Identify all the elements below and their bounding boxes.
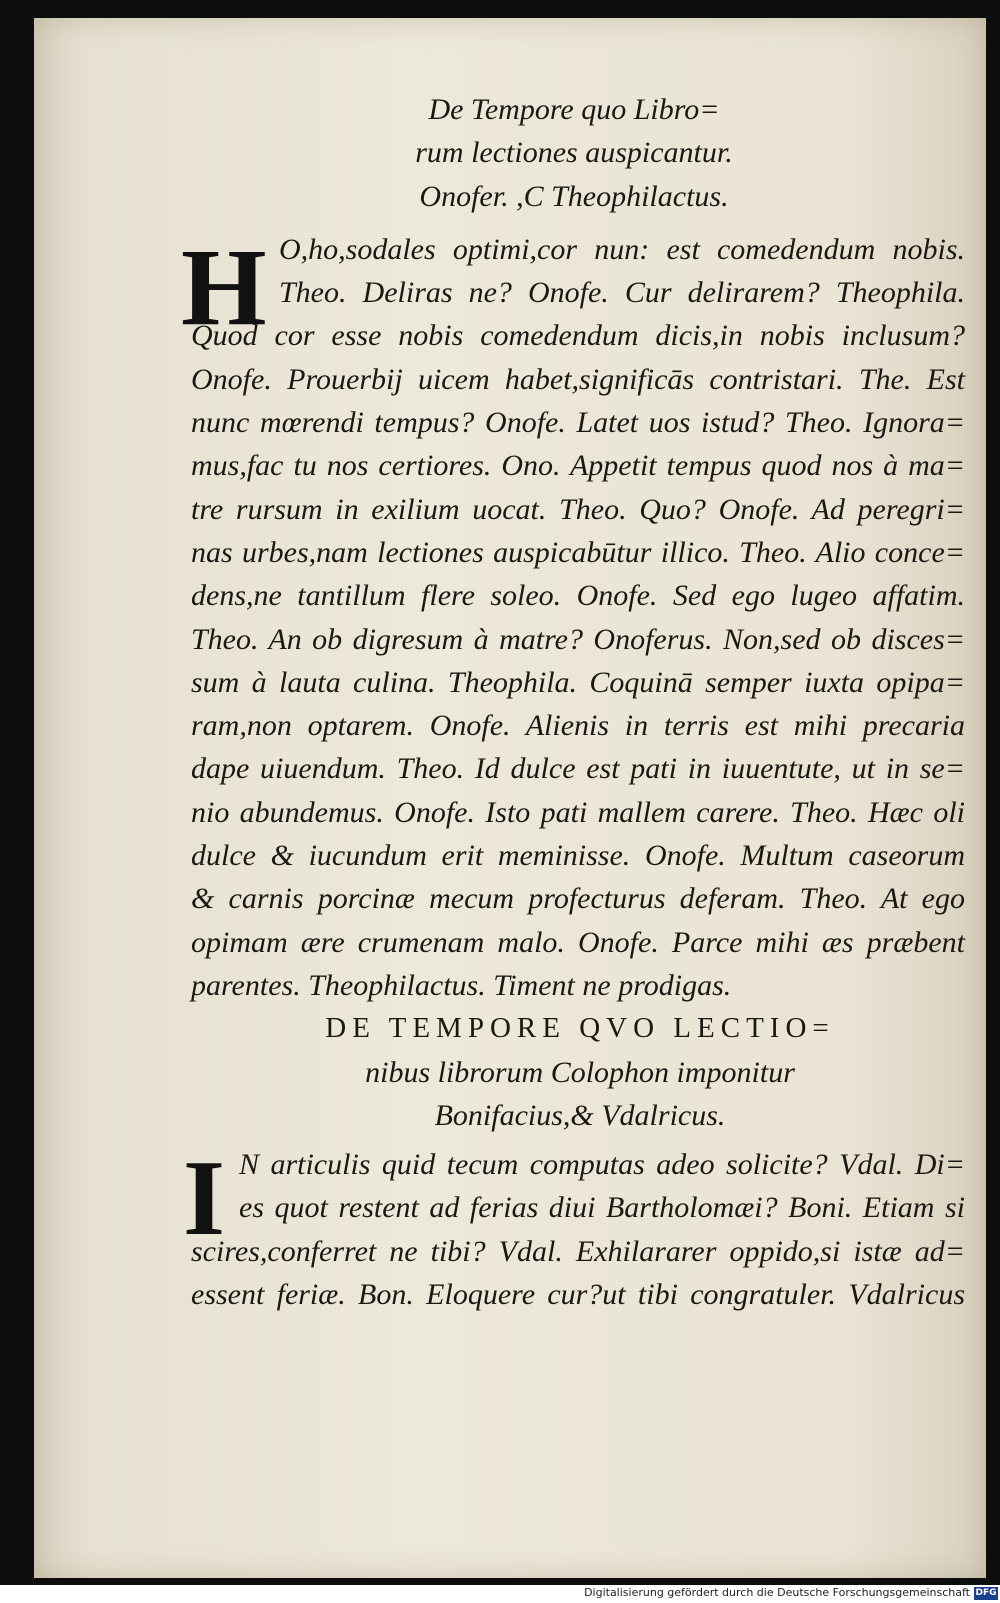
text-line: dens,ne tantillum flere soleo. Onofe. Sed ego lugeo affatim. xyxy=(191,579,965,613)
funding-credit: Digitalisierung gefördert durch die Deutsche Forschungsgemeinschaft xyxy=(584,1586,970,1599)
text-line: dulce & iucundum erit meminisse. Onofe. Multum caseorum xyxy=(191,839,965,873)
text-line: O,ho,sodales optimi,cor nun: est comedendum nobis. xyxy=(279,232,965,266)
text-line: mus,fac tu nos certiores. Ono. Appetit tempus quod nos à ma= xyxy=(191,449,965,483)
text-line: Theo. Deliras ne? Onofe. Cur delirarem? Theophila. xyxy=(279,276,965,310)
heading-line: Onofer. ,C Theophilactus. xyxy=(419,179,729,213)
dfg-logo: DFG xyxy=(975,1588,997,1598)
text-line: & carnis porcinæ mecum profecturus deferam. Theo. At ego xyxy=(191,882,965,916)
text-line: es quot restent ad ferias diui Bartholomæi? Boni. Etiam si xyxy=(239,1191,965,1225)
text-line: dape uiuendum. Theo. Id dulce est pati in iuuentute, ut in se= xyxy=(191,752,965,786)
text-line: tre rursum in exilium uocat. Theo. Quo? Onofe. Ad peregri= xyxy=(191,492,965,526)
heading-line: nibus librorum Colophon imponitur xyxy=(365,1055,795,1089)
text-line: Quod cor esse nobis comedendum dicis,in nobis inclusum? xyxy=(191,319,965,353)
heading-line: rum lectiones auspicantur. xyxy=(415,136,733,170)
page-text xyxy=(181,88,965,1316)
dialogue-paragraph-1 xyxy=(181,225,965,1007)
text-line: Theo. An ob digresum à matre? Onoferus. Non,sed ob disces= xyxy=(191,622,965,656)
dialogue-heading-2 xyxy=(195,1007,965,1137)
text-line: sum à lauta culina. Theophila. Coquinā semper iuxta opipa= xyxy=(191,665,965,699)
text-line: parentes. Theophilactus. Timent ne prodigas. xyxy=(191,968,732,1002)
drop-cap-initial: I xyxy=(183,1139,226,1259)
dialogue-paragraph-2 xyxy=(183,1139,965,1316)
heading-caps-line: DE TEMPORE QVO LECTIO= xyxy=(325,1012,835,1045)
text-line: ram,non optarem. Onofe. Alienis in terris est mihi precaria xyxy=(191,709,965,743)
text-line: N articulis quid tecum computas adeo solicite? Vdal. Di= xyxy=(239,1148,965,1182)
text-line: opimam ære crumenam malo. Onofe. Parce mihi æs præbent xyxy=(191,925,965,959)
drop-cap-initial: H xyxy=(181,225,267,348)
text-line: essent feriæ. Bon. Eloquere cur?ut tibi congratuler. Vdalricus xyxy=(191,1278,965,1312)
text-line: nas urbes,nam lectiones auspicabūtur illico. Theo. Alio conce= xyxy=(191,535,965,569)
dialogue-heading-1 xyxy=(183,88,965,218)
footer-bar xyxy=(0,1585,1000,1603)
text-line: Onofe. Prouerbij uicem habet,significās contristari. The. Est xyxy=(191,362,965,396)
text-line: nio abundemus. Onofe. Isto pati mallem carere. Theo. Hæc oli xyxy=(191,795,965,829)
heading-line: Bonifacius,& Vdalricus. xyxy=(434,1098,726,1132)
text-line: nunc mœrendi tempus? Onofe. Latet uos istud? Theo. Ignora= xyxy=(191,406,965,440)
text-line: scires,conferret ne tibi? Vdal. Exhilararer oppido,si istæ ad= xyxy=(191,1234,965,1268)
heading-line: De Tempore quo Libro= xyxy=(428,93,720,126)
